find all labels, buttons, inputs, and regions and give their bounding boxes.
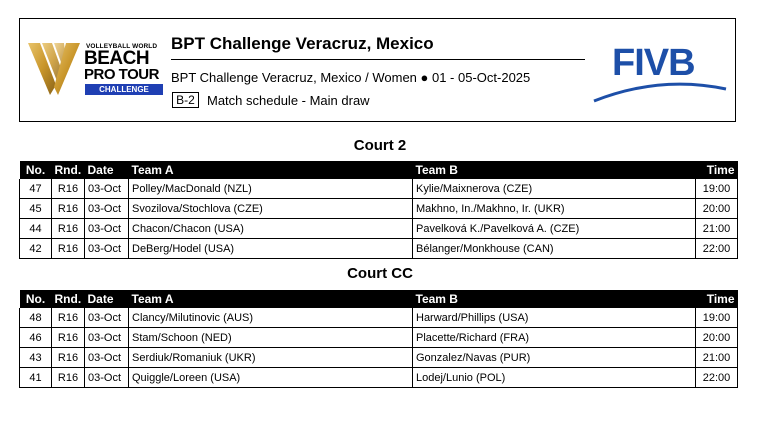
match-number-cell: 44 <box>20 219 52 239</box>
match-date-cell: 03-Oct <box>85 179 129 199</box>
match-number-cell: 41 <box>20 368 52 388</box>
column-header-date: Date <box>85 290 129 308</box>
fivb-logo-text: FIVB <box>612 42 695 84</box>
fivb-logo <box>590 35 730 105</box>
match-time-cell: 20:00 <box>696 199 738 219</box>
table-header-row <box>20 290 738 308</box>
table-row <box>20 368 738 388</box>
column-header-no: No. <box>20 290 52 308</box>
team-a-cell: Quiggle/Loreen (USA) <box>129 368 413 388</box>
team-a-cell: DeBerg/Hodel (USA) <box>129 239 413 259</box>
match-time-cell: 22:00 <box>696 239 738 259</box>
match-date-cell: 03-Oct <box>85 239 129 259</box>
team-b-cell: Gonzalez/Navas (PUR) <box>413 348 696 368</box>
match-date-cell: 03-Oct <box>85 308 129 328</box>
match-time-cell: 22:00 <box>696 368 738 388</box>
match-time-cell: 20:00 <box>696 328 738 348</box>
table-row <box>20 219 738 239</box>
team-a-cell: Clancy/Milutinovic (AUS) <box>129 308 413 328</box>
table-row <box>20 328 738 348</box>
match-number-cell: 43 <box>20 348 52 368</box>
match-date-cell: 03-Oct <box>85 199 129 219</box>
match-number-cell: 47 <box>20 179 52 199</box>
column-header-team-b: Team B <box>413 290 696 308</box>
team-a-cell: Polley/MacDonald (NZL) <box>129 179 413 199</box>
match-round-cell: R16 <box>52 239 85 259</box>
team-b-cell: Placette/Richard (FRA) <box>413 328 696 348</box>
column-header-team-b: Team B <box>413 161 696 179</box>
match-number-cell: 42 <box>20 239 52 259</box>
match-time-cell: 19:00 <box>696 308 738 328</box>
document-title: Match schedule - Main draw <box>207 93 370 108</box>
team-b-cell: Bélanger/Monkhouse (CAN) <box>413 239 696 259</box>
logo-pro-tour: PRO TOUR <box>84 66 159 83</box>
match-round-cell: R16 <box>52 179 85 199</box>
logo-volleyball-world: VOLLEYBALL WORLD <box>86 43 158 50</box>
match-time-cell: 19:00 <box>696 179 738 199</box>
schedule-table <box>19 290 738 388</box>
team-a-cell: Svozilova/Stochlova (CZE) <box>129 199 413 219</box>
team-a-cell: Stam/Schoon (NED) <box>129 328 413 348</box>
match-date-cell: 03-Oct <box>85 328 129 348</box>
match-date-cell: 03-Oct <box>85 348 129 368</box>
page-title: BPT Challenge Veracruz, Mexico <box>171 34 434 53</box>
match-round-cell: R16 <box>52 368 85 388</box>
volleyball-world-v-icon <box>26 39 84 97</box>
team-a-cell: Serdiuk/Romaniuk (UKR) <box>129 348 413 368</box>
column-header-date: Date <box>85 161 129 179</box>
match-number-cell: 48 <box>20 308 52 328</box>
match-time-cell: 21:00 <box>696 219 738 239</box>
team-b-cell: Makhno, In./Makhno, Ir. (UKR) <box>413 199 696 219</box>
match-round-cell: R16 <box>52 199 85 219</box>
match-time-cell: 21:00 <box>696 348 738 368</box>
team-a-cell: Chacon/Chacon (USA) <box>129 219 413 239</box>
table-row <box>20 179 738 199</box>
column-header-round: Rnd. <box>52 161 85 179</box>
match-round-cell: R16 <box>52 308 85 328</box>
column-header-team-a: Team A <box>129 290 413 308</box>
document-header <box>19 18 736 122</box>
table-row <box>20 199 738 219</box>
logo-challenge-badge: CHALLENGE <box>85 84 163 95</box>
column-header-round: Rnd. <box>52 290 85 308</box>
beach-pro-tour-logo <box>26 39 166 99</box>
match-number-cell: 45 <box>20 199 52 219</box>
column-header-no: No. <box>20 161 52 179</box>
court-title: Court CC <box>347 265 413 282</box>
match-date-cell: 03-Oct <box>85 219 129 239</box>
court-title: Court 2 <box>353 137 407 154</box>
column-header-team-a: Team A <box>129 161 413 179</box>
team-b-cell: Kylie/Maixnerova (CZE) <box>413 179 696 199</box>
match-round-cell: R16 <box>52 348 85 368</box>
schedule-table <box>19 161 738 259</box>
team-b-cell: Pavelková K./Pavelková A. (CZE) <box>413 219 696 239</box>
match-round-cell: R16 <box>52 328 85 348</box>
team-b-cell: Harward/Phillips (USA) <box>413 308 696 328</box>
table-row <box>20 348 738 368</box>
match-date-cell: 03-Oct <box>85 368 129 388</box>
column-header-time: Time <box>696 161 738 179</box>
table-header-row <box>20 161 738 179</box>
match-round-cell: R16 <box>52 219 85 239</box>
table-row <box>20 239 738 259</box>
logo-beach: BEACH <box>84 48 150 69</box>
column-header-time: Time <box>696 290 738 308</box>
team-b-cell: Lodej/Lunio (POL) <box>413 368 696 388</box>
table-row <box>20 308 738 328</box>
match-number-cell: 46 <box>20 328 52 348</box>
document-code-badge: B-2 <box>172 92 199 108</box>
title-divider <box>171 59 585 60</box>
event-subtitle: BPT Challenge Veracruz, Mexico / Women ● 01 - 05-Oct-2025 <box>171 70 531 85</box>
